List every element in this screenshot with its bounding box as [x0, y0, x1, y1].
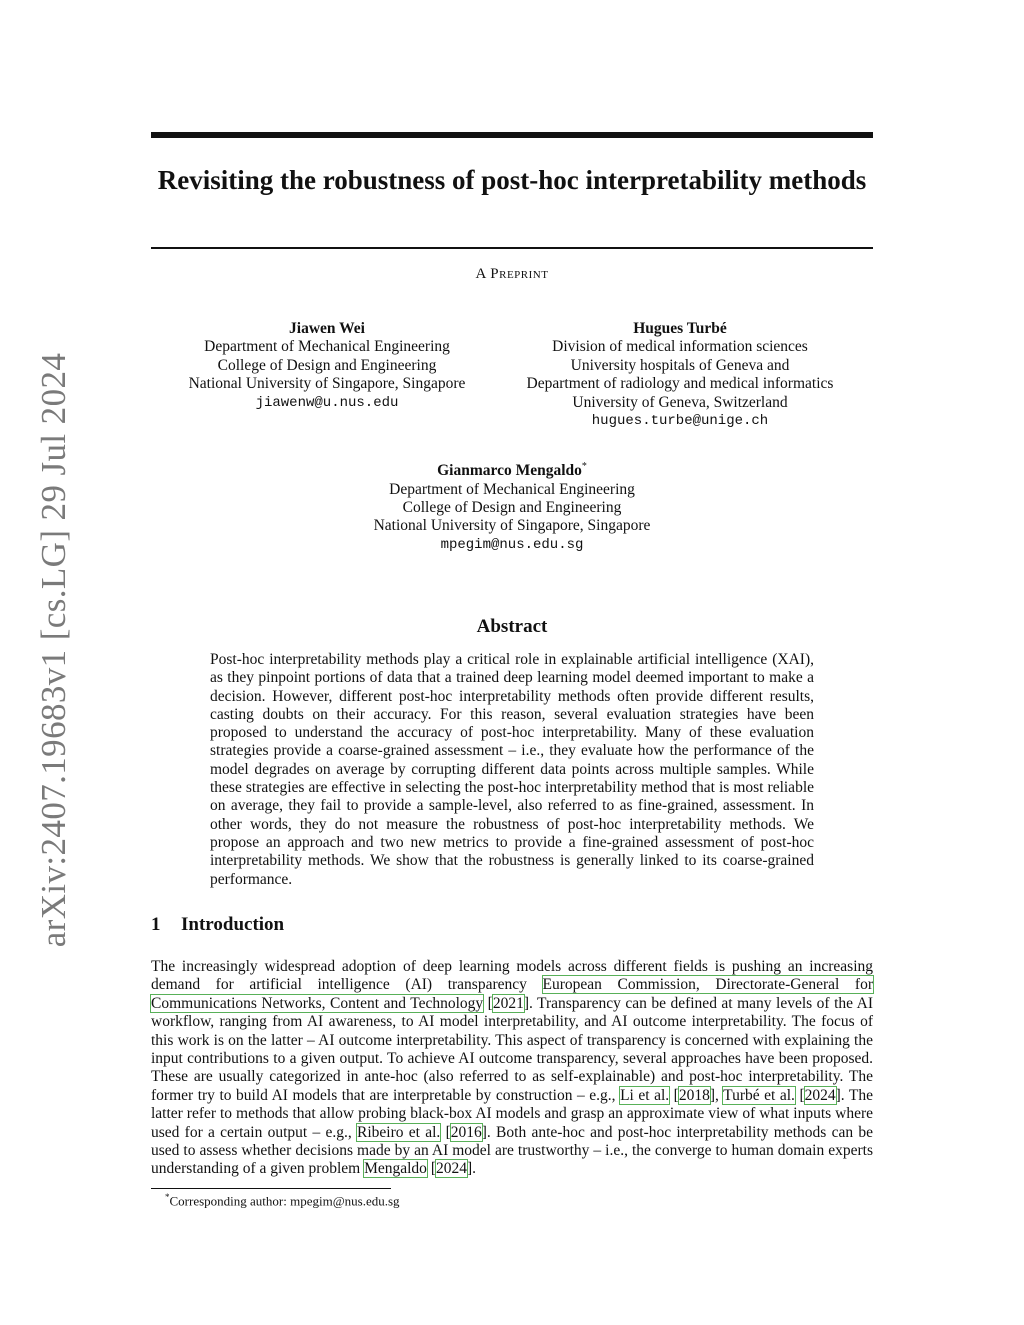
citation-link[interactable]: European Commission, Directorate-General for Communications Networks, Content and Technology [151, 976, 874, 1012]
citation-year-link[interactable]: 2024 [435, 1160, 467, 1178]
intro-text: The increasingly widespread adoption of deep learning models across different fields is pushing an increasing demand for artificial intelligence (AI) transparency [151, 958, 873, 994]
author-name: Hugues Turbé [633, 320, 727, 337]
title-bottom-rule [151, 247, 873, 249]
author-affiliation: Division of medical information sciences [552, 338, 808, 356]
author-email[interactable]: mpegim@nus.edu.sg [440, 536, 584, 553]
author-block [500, 320, 860, 430]
citation-year-link[interactable]: 2016 [450, 1123, 482, 1141]
author-block [152, 320, 502, 412]
footnote-text: Corresponding author: mpegim@nus.edu.sg [169, 1193, 400, 1209]
intro-text: [ [794, 1086, 805, 1104]
intro-text: [ [669, 1086, 679, 1104]
author-affiliation: University of Geneva, Switzerland [572, 393, 788, 411]
author-name-line [312, 458, 712, 481]
corresponding-author-marker[interactable]: * [581, 461, 587, 472]
author-email[interactable]: jiawenw@u.nus.edu [255, 394, 399, 411]
author-affiliation: University hospitals of Geneva and [570, 356, 790, 374]
author-affiliation: Department of Mechanical Engineering [204, 338, 450, 356]
arxiv-stamp-text: arXiv:2407.19683v1 [cs.LG] 29 Jul 2024 [34, 352, 73, 948]
footnote-rule [151, 1188, 391, 1189]
author-affiliation: National University of Singapore, Singapore [188, 375, 466, 393]
intro-text: [ [440, 1123, 451, 1141]
intro-text: ], [709, 1086, 724, 1104]
footnote [165, 1192, 400, 1209]
section-heading [151, 914, 284, 936]
intro-text: [ [426, 1160, 436, 1178]
author-affiliation: Department of Mechanical Engineering [389, 480, 635, 498]
author-affiliation: Department of radiology and medical informatics [526, 375, 834, 393]
section-number: 1 [151, 914, 161, 935]
section-title: Introduction [181, 914, 285, 935]
intro-paragraph [151, 958, 873, 1179]
citation-link[interactable]: Turbé et al. [723, 1086, 795, 1104]
abstract-heading: Abstract [476, 616, 548, 637]
preprint-label [151, 266, 873, 283]
intro-text: [ [483, 994, 493, 1012]
preprint-label-text: A Preprint [475, 266, 549, 282]
citation-link[interactable]: Ribeiro et al. [357, 1123, 441, 1141]
citation-link[interactable]: Mengaldo [364, 1160, 427, 1178]
footnote-marker: * [165, 1192, 170, 1202]
author-affiliation: College of Design and Engineering [402, 498, 622, 516]
author-email[interactable]: hugues.turbe@unige.ch [591, 413, 769, 430]
author-block [312, 458, 712, 554]
paper-title: Revisiting the robustness of post-hoc interpretability methods [157, 165, 867, 195]
intro-text: ]. Both ante-hoc and post-hoc interpretability methods can be used to assess whether decisions made by an AI model are trustworthy – i.e., the converge to human domain experts understanding of a given problem [151, 1123, 873, 1178]
intro-text: ]. Transparency can be defined at many levels of the AI workflow, ranging from AI awareness, to AI model interpretability, and AI outcome interpretability. The focus of this work is on the latter – AI outcome interpretability. This aspect of transparency is concerned with explaining the input contributions to a given output. To achieve AI outcome transparency, several approaches have been proposed. These are usually categorized in ante-hoc (also referred to as self-explainable) and post-hoc interpretability. The former try to build AI models that are interpretable by construction – e.g., [151, 994, 874, 1104]
author-affiliation: College of Design and Engineering [217, 356, 437, 374]
citation-link[interactable]: Li et al. [620, 1086, 670, 1104]
author-affiliation: National University of Singapore, Singapore [373, 517, 651, 535]
title-top-rule [151, 132, 873, 138]
intro-text: ]. The latter refer to methods that allow probing black-box AI models and grasp an approximate view of what inputs where used for a certain output – e.g., [151, 1086, 874, 1141]
author-name: Gianmarco Mengaldo [437, 462, 582, 480]
intro-text: ]. [466, 1160, 477, 1178]
citation-year-link[interactable]: 2018 [678, 1086, 710, 1104]
abstract-text: Post-hoc interpretability methods play a critical role in explainable artificial intelligence (XAI), as they pinpoint portions of data that a trained deep learning model deemed important to make a decision. However, different post-hoc interpretability methods often provide different results, casting doubts on their accuracy. For this reason, several evaluation strategies have been proposed to understand the accuracy of post-hoc interpretability. Many of these evaluation strategies provide a coarse-grained assessment – i.e., they evaluate how the performance of the model degrades on average by corrupting different data points across multiple samples. While these strategies are effective in selecting the post-hoc interpretability method that is most reliable on average, they fail to provide a sample-level, also referred to as fine-grained, assessment. In other words, they do not measure the robustness of post-hoc interpretability methods. We propose an approach and two new metrics to provide a fine-grained assessment of post-hoc interpretability methods. We show that the robustness is generally linked to its coarse-grained performance. [210, 651, 814, 888]
citation-year-link[interactable]: 2021 [492, 994, 524, 1012]
author-name: Jiawen Wei [289, 320, 365, 337]
citation-year-link[interactable]: 2024 [804, 1086, 836, 1104]
